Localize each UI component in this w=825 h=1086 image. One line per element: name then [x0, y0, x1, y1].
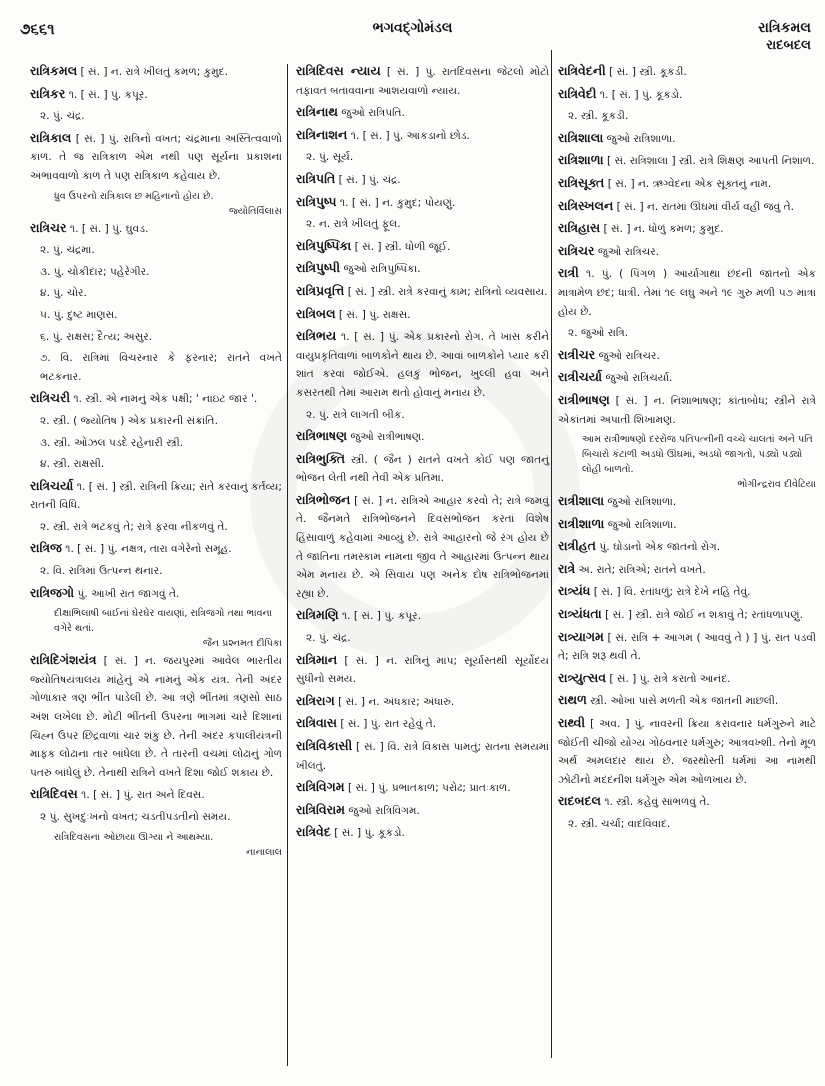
- definition: [ સં. ] પું. કૂકડો.: [334, 827, 405, 840]
- column-divider: [287, 64, 288, 1066]
- column-divider: [551, 50, 552, 1058]
- headword: રાત્રિજ: [30, 540, 62, 556]
- definition: [ સં. ] ન. ધોળું કમળ; કુમુદ.: [603, 223, 724, 236]
- column-2: [296, 62, 549, 846]
- definition: [ સં. ] સ્ત્રી. કૂકડી.: [609, 66, 687, 78]
- sub-sense: ૨. પું. ચંદ્ર.: [306, 632, 351, 645]
- dictionary-entry: [558, 669, 816, 689]
- dictionary-entry: [296, 606, 549, 626]
- dictionary-entry: [296, 327, 549, 402]
- definition: જુઓ રાત્રિવિગમ.: [348, 804, 420, 817]
- dictionary-entry: [558, 691, 816, 711]
- dictionary-entry: [296, 126, 549, 146]
- dictionary-entry: [558, 515, 816, 535]
- headword: રાત્રિવિગમ: [296, 779, 345, 795]
- dictionary-entry: [296, 801, 549, 821]
- headword: રાત્રિકાલ: [30, 129, 72, 145]
- headword: રાત્ર્યુત્સવ: [558, 669, 606, 685]
- dictionary-entry: [296, 692, 549, 712]
- definition: [ સં. ] પું. રાત રહેવું તે.: [340, 718, 437, 731]
- definition: [ સં. ] ન. રાત્રિનું માપ; સૂર્યાસ્તથી સૂર્યોદય સુધીનો સમય.: [296, 654, 549, 686]
- headword: રાત્રિભોજન: [296, 491, 351, 507]
- sub-sense: ૭. વિ. રાત્રિમાં વિચરનાર કે ફરનાર; રાતને વખતે ભટકનાર.: [40, 352, 282, 383]
- definition: પું. આખી રાત જાગવું તે.: [77, 587, 180, 600]
- definition: ૧. [ સં. ] પું. ઘુવડ.: [69, 222, 149, 235]
- headword: રાત્રિનાશન: [296, 126, 348, 142]
- dictionary-entry: [296, 651, 549, 689]
- sub-sense: ૪. સ્ત્રી. રાક્ષસી.: [40, 458, 105, 471]
- sub-sense: ૪. પું. ચોર.: [40, 287, 87, 300]
- definition: સ્ત્રી. ( જૈન ) રાતને વખતે કોઈ પણ જાતનું ભોજન લેતી નથી તેવી એક પ્રતિમા.: [296, 453, 549, 485]
- headword: રાત્રિચર: [30, 219, 67, 235]
- dictionary-entry: [30, 85, 282, 105]
- headword: રાત્રિજગો: [30, 584, 75, 600]
- definition: ૧. [ સં. ] પું. રાત અને દિવસ.: [81, 789, 205, 802]
- headword: રાત્રિશાળા: [558, 152, 604, 168]
- citation-source: ભોગીન્દ્રરાવ દીવેટિયા: [737, 479, 816, 491]
- sub-sense: ૨. સ્ત્રી. કૂકડી.: [568, 110, 629, 123]
- dictionary-entry: [558, 242, 816, 262]
- definition: [ સં. ] પું. ચંદ્ર.: [338, 173, 401, 186]
- headword: રાત્રિપતિ: [296, 170, 336, 186]
- definition: [ સં. ] ન. રાતમાં ઊંઘમાં વીર્ય વહી જવું તે.: [616, 200, 795, 213]
- dictionary-entry: [296, 170, 549, 190]
- definition: [ સં. ] પું. રાત્રિનો વખત; ચંદ્રમાના અસ્તિત્વવાળો કાળ. તે જ રાત્રિકાળ એમ નથી પણ સૂર્યના પ્રકાશના અભાવવાળો કાળ તે પણ રાત્રિકાળ કહેવાય છે.: [30, 132, 282, 182]
- page-number: ૭૬૬૧: [20, 20, 55, 38]
- headword: રાત્રીહત: [558, 538, 596, 554]
- sub-sense: ૨. પું. ચંદ્ર.: [40, 110, 85, 123]
- dictionary-entry: [558, 391, 816, 429]
- sub-sense: ૫. પું. દુષ્ટ માણસ.: [40, 308, 118, 321]
- dictionary-entry: [296, 491, 549, 604]
- definition: [ સં. ] સ્ત્રી. રાત્રે કરવાનું કામ; રાત્રિનો વ્યવસાય.: [347, 285, 548, 298]
- definition: ૧. સ્ત્રી. એ નામનું એક પક્ષી; ' નાઇટ જાર '.: [73, 393, 258, 406]
- definition: જુઓ રાત્રિચર.: [597, 245, 660, 258]
- headword: રાત્રિપુષ્પ: [296, 193, 337, 209]
- headword: રાત્ર્યાગમ: [558, 628, 604, 644]
- definition: ૧. [ સં. ] પું. કપૂર.: [341, 610, 422, 623]
- running-title: ભગવદ્ગોમંડલ: [372, 20, 453, 36]
- headword: રાત્રિપ્રવૃત્તિ: [296, 282, 345, 298]
- dictionary-entry: [296, 450, 549, 488]
- dictionary-entry: [296, 259, 549, 279]
- dictionary-entry: [296, 282, 549, 302]
- sub-sense: ૨. સ્ત્રી. ( જ્યોતિષ ) એક પ્રકારની સંક્રાંતિ.: [40, 414, 218, 427]
- citation-quote: આમ રાત્રીભાષણો દરરોજ પતિપત્નીની વચ્ચે ચાલતાં અને પતિ બિચારો કંટાળી અડધો ઊંઘમાં, અડધો જાગતો, પડ્યો પડ્યો લોહી બાળતો.: [582, 434, 813, 476]
- column-3: [558, 62, 816, 837]
- dictionary-entry: [296, 305, 549, 325]
- headword: રાથ્વી: [558, 715, 586, 731]
- dictionary-entry: [558, 628, 816, 666]
- column-1: [30, 62, 282, 860]
- definition: જુઓ રાત્રિશાળા.: [607, 496, 677, 509]
- sub-sense: ૨. ન. રાત્રે ખીલતું ફૂલ.: [306, 218, 401, 231]
- dictionary-entry: [30, 651, 282, 782]
- dictionary-entry: [558, 85, 816, 105]
- dictionary-entry: [30, 584, 282, 604]
- definition: [ સં. ] ન. રાત્રિએ આહાર કરવો તે; રાત્રે જમવું તે. જૈનમતે રાત્રિભોજનને દિવસભોજન કરતાં વિશેષ હિંસાવાળું કહેવામાં આવ્યું છે. રાત્રે આહારનો જે રંગ હોય છે તે જાતિના તમસ્કામ નામના જીવ તે આહારમાં ઉત્પન્ન થાય એમ મનાય છે. એ સિવાય પણ અનેક દોષ રાત્રિભોજનમાં રહ્યા છે.: [296, 494, 549, 600]
- sub-sense: ૨. જુઓ રાત્રિ.: [568, 327, 629, 340]
- definition: ૧. સ્ત્રી. કહેવું સાંભળવું તે.: [604, 796, 710, 809]
- definition: ૧. [ સં. ] પું. કૂકડો.: [599, 88, 683, 101]
- headword: રાત્રિવેદી: [558, 85, 597, 101]
- headword: રાત્રિદિવસ: [30, 786, 78, 802]
- definition: [ સં. ] ન. નિશાભાષણ; કાંતાબોધ; સ્ત્રીને રાત્રે એકાંતમાં અપાતી શિખામણ.: [558, 394, 816, 426]
- dictionary-entry: [296, 193, 549, 213]
- headword: રાત્રિહાસ: [558, 220, 601, 236]
- headword: રાત્રિમણિ: [296, 607, 339, 623]
- headword: રાત્રિમાન: [296, 651, 338, 667]
- definition: ૧. [ સં. ] પું. કપૂર.: [68, 88, 148, 101]
- sub-sense: ૬. પું. રાક્ષસ; દૈત્ય; અસુર.: [40, 330, 153, 343]
- definition: જુઓ રાત્રિપુષ્પિકા.: [343, 263, 421, 276]
- citation-source: જ્યોતિર્વિલાસ: [229, 205, 282, 217]
- page-header: [0, 0, 825, 56]
- headword: રાત્ર્યંધ: [558, 583, 591, 599]
- dictionary-entry: [296, 62, 549, 100]
- definition: જુઓ રાત્રિચર.: [598, 349, 660, 362]
- headword: રાત્રિભય: [296, 328, 337, 344]
- headword: રાત્રિકર: [30, 85, 66, 101]
- dictionary-entry: [296, 237, 549, 257]
- headword: રાત્રિસૂક્ત: [558, 174, 605, 190]
- headword: રાત્રિશાલા: [558, 129, 604, 145]
- headword: રાત્રિવિરામ: [296, 801, 346, 817]
- sub-sense: ૨. પું. ચંદ્રમા.: [40, 244, 95, 257]
- headword: રાત્રીભાષણ: [558, 391, 610, 407]
- definition: [ સં. ] પું. પ્રભાતકાળ; પરોઢ; પ્રાતઃકાળ.: [347, 782, 511, 795]
- dictionary-entry: [558, 129, 816, 149]
- definition: ૧. [ સં. ] સ્ત્રી. રાત્રિની ક્રિયા; રાતે કરવાનું કર્તવ્ય; રાતની વિધિ.: [30, 480, 282, 512]
- headword: રાત્રિચરી: [30, 390, 71, 406]
- dictionary-entry: [296, 778, 549, 798]
- sub-sense: ૨ પું. સુખદુઃખનો વખત; ચડતીપડતીનો સમય.: [40, 811, 231, 823]
- guide-word-first: રાત્રિકમલ: [758, 20, 811, 36]
- headword: રાત્રિવિકાસી: [296, 738, 353, 753]
- dictionary-entry: [558, 605, 816, 625]
- headword: રાત્રિચર્યા: [30, 477, 74, 493]
- definition: [ સં. ] સ્ત્રી. રાત્રે જોઈ ન શકાવું તે; રતાંધળાપણું.: [605, 609, 803, 622]
- headword: રાત્રિવેદની: [558, 63, 606, 78]
- headword: રાત્રિવાસ: [296, 715, 338, 731]
- definition: [ સં. ] પું. રાક્ષસ.: [338, 308, 411, 321]
- definition: [ સં. ] ન. અંધકાર; અંધારું.: [338, 695, 455, 708]
- sub-sense: ૩. પું. ચોકીદાર; પહેરેગીર.: [40, 265, 150, 278]
- citation-quote: દીક્ષાભિલાષી બાઈનાં ઘેરઘેર વાયણાં, રાત્રિજગો તથા ભાવના વગેરે થતાં.: [54, 608, 273, 635]
- sub-sense: ૨. વિ. રાત્રિમાં ઉત્પન્ન થનાર.: [40, 565, 163, 578]
- headword: રાથળ: [558, 692, 587, 708]
- dictionary-entry: [30, 129, 282, 186]
- sub-sense: ૨. સ્ત્રી. રાત્રે ભટકવું તે; રાત્રે ફરવા નીકળવું તે.: [40, 520, 228, 533]
- dictionary-entry: [558, 792, 816, 812]
- definition: [ સં. ] ન. રાત્રે ખીલતું કમળ; કુમુદ.: [80, 66, 228, 78]
- definition: [ અવ. ] પું. નાવરની ક્રિયા કરાવનાર ધર્મગુરુને માટે જોઈતી ચીજો યોગ્ય ગોઠવનાર ધર્મગુરુ; આત્રવખ્શી. તેનો મૂળ અર્થ અમલદાર થાય છે. જરથોસ્તી ધર્મમાં આ નામથી ઝોટીનો મદદનીશ ધર્મગુરુ એમ ઓળખાય છે.: [558, 718, 816, 786]
- sub-sense: ૨. પું. સૂર્ય.: [306, 151, 354, 164]
- definition: અ. રાતે; રાત્રિએ; રાતને વખતે.: [578, 563, 706, 576]
- definition: ૧. [ સં. ] પું. આકડાનો છોડ.: [350, 129, 470, 142]
- dictionary-entry: [296, 714, 549, 734]
- dictionary-entry: [558, 174, 816, 194]
- dictionary-entry: [558, 62, 816, 82]
- definition: [ સં. ] ન. ઋગ્વેદના એક સૂક્તનું નામ.: [607, 177, 772, 190]
- citation-quote: ધ્રુવ ઉપરનો રાત્રિકાલ છ મહિનાનો હોય છે.: [54, 190, 214, 202]
- headword: રાત્રિસ્ખલન: [558, 197, 614, 213]
- headword: રાદબદલ: [558, 793, 601, 809]
- dictionary-entry: [558, 151, 816, 171]
- dictionary-entry: [30, 477, 282, 515]
- headword: રાત્રિચર: [558, 242, 595, 258]
- dictionary-entry: [296, 737, 549, 775]
- headword: રાત્રે: [558, 560, 576, 576]
- headword: રાત્રીશાળા: [558, 515, 605, 531]
- headword: રાત્રિરાગ: [296, 692, 335, 708]
- citation-source: નાનાલાલ: [246, 846, 282, 858]
- headword: રાત્રિકમલ: [30, 63, 78, 78]
- dictionary-entry: [558, 197, 816, 217]
- sub-sense: ૩. સ્ત્રી. ઓઝલ પડદે રહેનારી સ્ત્રી.: [40, 436, 184, 449]
- dictionary-entry: [296, 823, 549, 843]
- definition: ૧. [ સં. ] પું. એક પ્રકારનો રોગ. તે ખાસ કરીને વાયુપ્રકૃતિવાળાં બાળકોને થાય છે. આવાં બાળકોને પ્યાર કરી શાંત કરવાં જોઈએ. હલકું ભોજન, ખુલ્લી હવા અને કસરતથી તેમાં આરામ થતો હોવાનું મનાય છે.: [296, 331, 549, 399]
- dictionary-entry: [558, 714, 816, 789]
- headword: રાત્રિભાષણ: [296, 428, 347, 444]
- headword: રાત્રિપુષ્પિકા: [296, 237, 352, 253]
- headword: રાત્રિનાથ: [296, 104, 339, 120]
- definition: જુઓ રાત્રિપતિ.: [341, 107, 405, 120]
- headword: રાત્રિદિગંશયંત્ર: [30, 652, 97, 668]
- definition: [ સં. ] પું. રાત્રે કરાતો આનંદ.: [609, 672, 731, 685]
- headword: રાત્રિબલ: [296, 305, 336, 321]
- dictionary-entry: [30, 785, 282, 805]
- headword: રાત્રિપુષ્પી: [296, 260, 341, 276]
- definition: જુઓ રાત્રીભાષણ.: [350, 431, 425, 444]
- definition: [ સં. ] વિ. રાત્રે વિકાસ પામતું; રાતના સમયમાં ખીલતું.: [296, 741, 549, 772]
- definition: [ સં. રાત્રિશાલા ] સ્ત્રી. રાત્રે શિક્ષણ આપતી નિશાળ.: [606, 155, 815, 168]
- dictionary-entry: [558, 368, 816, 388]
- headword: રાત્ર્યંધતા: [558, 606, 602, 622]
- citation-quote: રાત્રિદિવસના ઓછાયા ઊગ્યા ને આથમ્યા.: [54, 831, 214, 843]
- guide-word-last: રાદબદલ: [766, 38, 811, 53]
- definition: [ સં. રાત્રિ + આગમ ( આવવું તે ) ] પું. રાત પડવી તે; રાત્રિ શરૂ થવી તે.: [558, 631, 817, 663]
- sub-sense: ૨. પું. રાત્રે લાગતી બીક.: [306, 408, 405, 421]
- dictionary-entry: [30, 389, 282, 409]
- dictionary-entry: [558, 582, 816, 602]
- dictionary-entry: [558, 537, 816, 557]
- dictionary-entry: [558, 492, 816, 512]
- dictionary-entry: [296, 103, 549, 123]
- definition: ૧. [ સં. ] ન. કુમુદ; પોયણું.: [339, 196, 456, 209]
- definition: પું. ઘોડાનો એક જાતનો રોગ.: [599, 541, 721, 554]
- definition: [ સં. ] ન. જયપુરમાં આવેલ ભારતીય જ્યોતિષયંત્રાલય માંહેનું એ નામનું એક યંત્ર. તેની અંદર ગોળાકાર ત્રણ ભીંત પાડેલી છે. આ ત્રણે ભીંતમાં ત્રણસો સાઠ અંશ લખેલા છે. મોટી ભીંતની ઉપરના ભાગમાં ચારે દિશાનાં ચિહ્ન ઉપર છિદ્રવાળાં ચાર શંકુ છે. તેની અંદર કપાલીયંત્રની માફક લોઢાના તાર બાંધેલા છે. તે તારની વચમાં લોઢાનું ગોળ પતરું બાંધેલું છે. તેનાથી રાત્રિને વખતે દિશા જોઈ શકાય છે.: [30, 655, 282, 779]
- headword: રાત્રિદિવસ ન્યાય: [296, 63, 381, 78]
- dictionary-entry: [30, 539, 282, 559]
- definition: જુઓ રાત્રિશાળા.: [606, 132, 676, 145]
- definition: ૧. પું. ( પિંગળ ) આર્યાગાથા છંદની જાતનો એક માત્રામેળ છંદ; ધાત્રી. તેમાં ૧૯ લઘુ અને ૧૯ ગુરુ મળી ૫૭ માત્રા હોય છે.: [558, 268, 816, 318]
- headword: રાત્રીશાલા: [558, 493, 605, 509]
- definition: જુઓ રાત્રિશાળા.: [607, 518, 677, 531]
- headword: રાત્રિવેદ: [296, 824, 331, 840]
- definition: [ સં. ] સ્ત્રી. ધોળી જૂઈ.: [354, 240, 451, 253]
- sub-sense: ૨. સ્ત્રી. ચર્ચા; વાદવિવાદ.: [568, 818, 671, 830]
- definition: [ સં. ] વિ. રતાંધળું; રાત્રે દેખે નહિ તેવું.: [593, 586, 751, 599]
- citation-source: જૈન પ્રશ્નમત દીપિકા: [202, 638, 282, 650]
- headword: રાત્રીચર્યા: [558, 369, 603, 385]
- dictionary-entry: [296, 427, 549, 447]
- definition: જુઓ રાત્રિચર્યા.: [605, 372, 673, 385]
- dictionary-entry: [30, 219, 282, 239]
- dictionary-entry: [30, 62, 282, 82]
- definition: [ સં. ] પું. રાતદિવસના જેટલો મોટો તફાવત બતાવવાના આશયવાળો ન્યાય.: [296, 66, 549, 97]
- dictionary-entry: [558, 264, 816, 321]
- headword: રાત્રિભુક્તિ: [296, 450, 346, 466]
- dictionary-entry: [558, 346, 816, 366]
- dictionary-entry: [558, 560, 816, 580]
- dictionary-entry: [558, 219, 816, 239]
- definition: ૧. [ સં. ] પું. નક્ષત્ર, તારા વગેરેનો સમૂહ.: [65, 543, 232, 556]
- headword: રાત્રીચર: [558, 346, 596, 362]
- definition: સ્ત્રી. ઓખા પાસે મળતી એક જાતની માછલી.: [590, 695, 779, 708]
- headword: રાત્રી: [558, 265, 579, 281]
